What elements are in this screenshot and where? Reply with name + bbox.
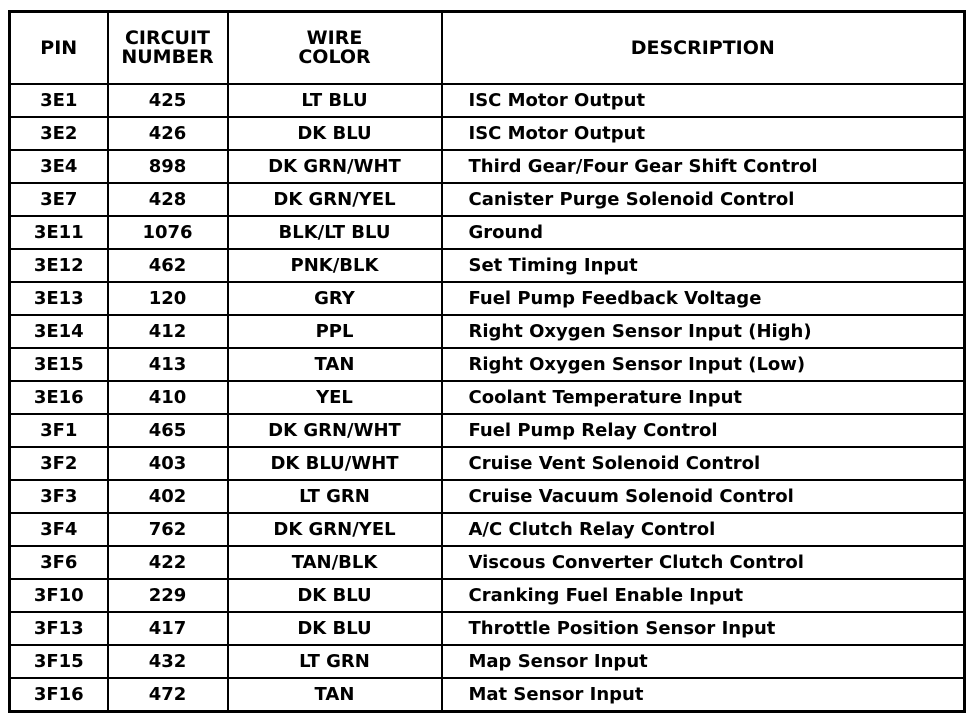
cell-description: A/C Clutch Relay Control bbox=[442, 513, 965, 546]
cell-pin: 3E12 bbox=[10, 249, 108, 282]
cell-pin: 3E13 bbox=[10, 282, 108, 315]
cell-wire-color: DK GRN/WHT bbox=[228, 414, 442, 447]
cell-pin: 3F6 bbox=[10, 546, 108, 579]
table-row bbox=[10, 678, 965, 712]
cell-description: Coolant Temperature Input bbox=[442, 381, 965, 414]
cell-description: Ground bbox=[442, 216, 965, 249]
table-row bbox=[10, 513, 965, 546]
cell-pin: 3F10 bbox=[10, 579, 108, 612]
table-row bbox=[10, 249, 965, 282]
cell-pin: 3E1 bbox=[10, 84, 108, 117]
header-wire-line1: WIRE bbox=[306, 27, 363, 49]
table-row bbox=[10, 447, 965, 480]
cell-pin: 3E14 bbox=[10, 315, 108, 348]
cell-description: Map Sensor Input bbox=[442, 645, 965, 678]
cell-circuit-number: 472 bbox=[108, 678, 228, 712]
table-row bbox=[10, 579, 965, 612]
cell-wire-color: TAN bbox=[228, 348, 442, 381]
cell-pin: 3E15 bbox=[10, 348, 108, 381]
cell-circuit-number: 432 bbox=[108, 645, 228, 678]
table-row bbox=[10, 216, 965, 249]
cell-pin: 3E7 bbox=[10, 183, 108, 216]
cell-wire-color: DK GRN/WHT bbox=[228, 150, 442, 183]
cell-circuit-number: 462 bbox=[108, 249, 228, 282]
table-body bbox=[10, 84, 965, 712]
cell-circuit-number: 412 bbox=[108, 315, 228, 348]
cell-description: Cranking Fuel Enable Input bbox=[442, 579, 965, 612]
cell-circuit-number: 120 bbox=[108, 282, 228, 315]
cell-wire-color: LT GRN bbox=[228, 645, 442, 678]
cell-description: Fuel Pump Feedback Voltage bbox=[442, 282, 965, 315]
cell-wire-color: DK GRN/YEL bbox=[228, 183, 442, 216]
cell-pin: 3F3 bbox=[10, 480, 108, 513]
table-row bbox=[10, 546, 965, 579]
cell-circuit-number: 465 bbox=[108, 414, 228, 447]
cell-description: ISC Motor Output bbox=[442, 117, 965, 150]
cell-wire-color: DK BLU bbox=[228, 579, 442, 612]
table-row bbox=[10, 315, 965, 348]
cell-circuit-number: 229 bbox=[108, 579, 228, 612]
cell-wire-color: LT BLU bbox=[228, 84, 442, 117]
cell-wire-color: PNK/BLK bbox=[228, 249, 442, 282]
cell-pin: 3F16 bbox=[10, 678, 108, 712]
header-wire-color bbox=[228, 12, 442, 85]
cell-pin: 3F15 bbox=[10, 645, 108, 678]
table-row bbox=[10, 645, 965, 678]
cell-description: Fuel Pump Relay Control bbox=[442, 414, 965, 447]
cell-wire-color: PPL bbox=[228, 315, 442, 348]
cell-description: Right Oxygen Sensor Input (High) bbox=[442, 315, 965, 348]
table-row bbox=[10, 348, 965, 381]
pinout-table-container bbox=[8, 10, 966, 714]
table-row bbox=[10, 84, 965, 117]
cell-wire-color: DK BLU/WHT bbox=[228, 447, 442, 480]
cell-description: Right Oxygen Sensor Input (Low) bbox=[442, 348, 965, 381]
header-circuit-line2: NUMBER bbox=[121, 46, 214, 68]
cell-circuit-number: 413 bbox=[108, 348, 228, 381]
cell-pin: 3E2 bbox=[10, 117, 108, 150]
table-row bbox=[10, 183, 965, 216]
cell-circuit-number: 425 bbox=[108, 84, 228, 117]
cell-pin: 3F1 bbox=[10, 414, 108, 447]
cell-wire-color: DK BLU bbox=[228, 612, 442, 645]
table-row bbox=[10, 612, 965, 645]
cell-circuit-number: 403 bbox=[108, 447, 228, 480]
cell-description: Third Gear/Four Gear Shift Control bbox=[442, 150, 965, 183]
cell-circuit-number: 898 bbox=[108, 150, 228, 183]
header-circuit-line1: CIRCUIT bbox=[124, 27, 211, 49]
cell-circuit-number: 426 bbox=[108, 117, 228, 150]
cell-pin: 3F13 bbox=[10, 612, 108, 645]
cell-circuit-number: 1076 bbox=[108, 216, 228, 249]
cell-wire-color: DK BLU bbox=[228, 117, 442, 150]
cell-description: Throttle Position Sensor Input bbox=[442, 612, 965, 645]
cell-wire-color: GRY bbox=[228, 282, 442, 315]
cell-wire-color: DK GRN/YEL bbox=[228, 513, 442, 546]
table-row bbox=[10, 117, 965, 150]
cell-pin: 3F4 bbox=[10, 513, 108, 546]
header-circuit-number bbox=[108, 12, 228, 85]
cell-circuit-number: 422 bbox=[108, 546, 228, 579]
cell-description: Viscous Converter Clutch Control bbox=[442, 546, 965, 579]
cell-circuit-number: 402 bbox=[108, 480, 228, 513]
cell-pin: 3E11 bbox=[10, 216, 108, 249]
cell-description: ISC Motor Output bbox=[442, 84, 965, 117]
cell-description: Set Timing Input bbox=[442, 249, 965, 282]
cell-description: Cruise Vacuum Solenoid Control bbox=[442, 480, 965, 513]
header-wire-line2: COLOR bbox=[298, 46, 371, 68]
cell-description: Cruise Vent Solenoid Control bbox=[442, 447, 965, 480]
table-row bbox=[10, 480, 965, 513]
cell-pin: 3F2 bbox=[10, 447, 108, 480]
header-pin-label: PIN bbox=[40, 36, 78, 59]
header-pin bbox=[10, 12, 108, 85]
pinout-table bbox=[8, 10, 966, 713]
cell-circuit-number: 428 bbox=[108, 183, 228, 216]
cell-circuit-number: 762 bbox=[108, 513, 228, 546]
header-description bbox=[442, 12, 965, 85]
cell-circuit-number: 417 bbox=[108, 612, 228, 645]
table-row bbox=[10, 381, 965, 414]
cell-description: Canister Purge Solenoid Control bbox=[442, 183, 965, 216]
cell-description: Mat Sensor Input bbox=[442, 678, 965, 712]
cell-wire-color: TAN bbox=[228, 678, 442, 712]
table-header bbox=[10, 12, 965, 85]
table-row bbox=[10, 282, 965, 315]
cell-circuit-number: 410 bbox=[108, 381, 228, 414]
cell-wire-color: BLK/LT BLU bbox=[228, 216, 442, 249]
cell-wire-color: LT GRN bbox=[228, 480, 442, 513]
cell-pin: 3E4 bbox=[10, 150, 108, 183]
header-row bbox=[10, 12, 965, 85]
header-description-label: DESCRIPTION bbox=[630, 36, 775, 59]
cell-wire-color: TAN/BLK bbox=[228, 546, 442, 579]
table-row bbox=[10, 414, 965, 447]
cell-wire-color: YEL bbox=[228, 381, 442, 414]
cell-pin: 3E16 bbox=[10, 381, 108, 414]
table-row bbox=[10, 150, 965, 183]
